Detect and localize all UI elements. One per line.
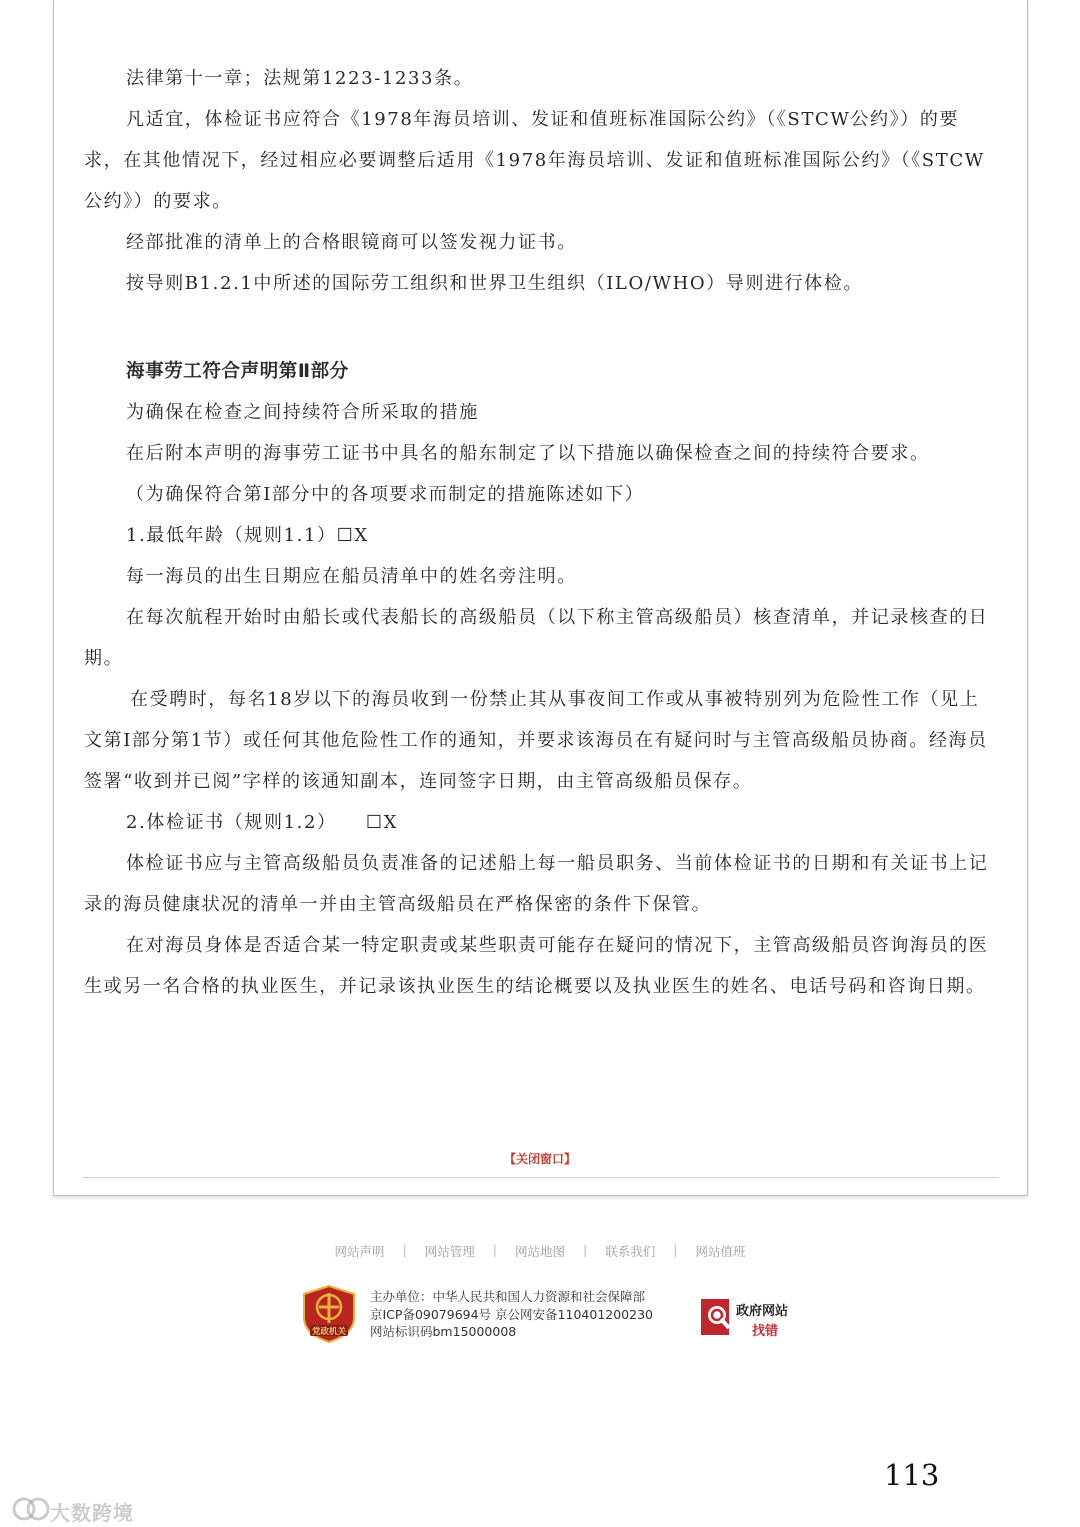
sponsor-text: 主办单位：中华人民共和国人力资源和社会保障部: [370, 1289, 646, 1304]
section-title: 海事劳工符合声明第Ⅱ部分: [126, 361, 349, 382]
footer-link-duty[interactable]: 网站值班: [695, 1244, 746, 1259]
footer-link-contact[interactable]: 联系我们: [605, 1244, 656, 1259]
footer-link-sitemap[interactable]: 网站地图: [514, 1244, 565, 1259]
paragraph: 在每次航程开始时由船长或代表船长的高级船员（以下称主管高级船员）核查清单，并记录核查的日期。: [84, 607, 989, 669]
paragraph: 在受聘时，每名18岁以下的海员收到一份禁止其从事夜间工作或从事被特别列为危险性工作（见上文第Ⅰ部分第1节）或任何其他危险性工作的通知，并要求该海员在有疑问时与主管高级船员协商。经海员签署“收到并已阅”字样的该通知副本，连同签字日期，由主管高级船员保存。: [84, 689, 988, 792]
checklist-item-medical-cert: 2.体检证书（规则1.2） ☐X: [126, 812, 399, 833]
paragraph: 每一海员的出生日期应在船员清单中的姓名旁注明。: [126, 566, 577, 587]
svg-text:党政机关: 党政机关: [311, 1327, 347, 1337]
divider: [83, 1177, 999, 1178]
gov-error-title[interactable]: 政府网站: [736, 1304, 789, 1319]
paragraph: 按导则B1.2.1中所述的国际劳工组织和世界卫生组织（ILO/WHO）导则进行体检。: [126, 273, 864, 294]
page-number: 113: [884, 1458, 940, 1492]
separator: |: [402, 1242, 407, 1257]
paragraph: 在对海员身体是否适合某一特定职责或某些职责可能存在疑问的情况下，主管高级船员咨询海员的医生或另一名合格的执业医生，并记录该执业医生的结论概要以及执业医生的姓名、电话号码和咨询日期。: [84, 935, 989, 997]
footer-nav: [0, 1242, 1080, 1260]
paragraph: 法律第十一章；法规第1223-1233条。: [126, 68, 474, 89]
document-body: [84, 58, 989, 1007]
paragraph: 体检证书应与主管高级船员负责准备的记述船上每一船员职务、当前体检证书的日期和有关证书上记录的海员健康状况的清单一并由主管高级船员在严格保密的条件下保管。: [84, 853, 989, 915]
site-id-text: 网站标识码bm15000008: [370, 1324, 517, 1339]
gov-error-subtitle[interactable]: 找错: [752, 1324, 779, 1339]
paragraph: 凡适宜，体检证书应符合《1978年海员培训、发证和值班标准国际公约》（《STCW公约》）的要求，在其他情况下，经过相应必要调整后适用《1978年海员培训、发证和值班标准国际公约》（《STCW公约》）的要求。: [84, 109, 985, 212]
footer-link-management[interactable]: 网站管理: [424, 1244, 475, 1259]
paragraph: （为确保符合第Ⅰ部分中的各项要求而制定的措施陈述如下）: [126, 484, 645, 505]
party-government-badge-icon[interactable]: [301, 1285, 357, 1343]
close-window-label[interactable]: 【关闭窗口】: [503, 1152, 576, 1166]
paragraph: 为确保在检查之间持续符合所采取的措施: [126, 402, 479, 423]
watermark-text: 大数跨境: [50, 1501, 134, 1525]
separator: |: [673, 1242, 678, 1257]
org-info: [370, 1288, 653, 1341]
checklist-item-min-age: 1.最低年龄（规则1.1）☐X: [126, 525, 369, 546]
paragraph: 在后附本声明的海事劳工证书中具名的船东制定了以下措施以确保检查之间的持续符合要求。: [126, 443, 930, 464]
close-window-link[interactable]: [0, 1150, 1080, 1167]
separator: |: [492, 1242, 497, 1257]
separator: |: [583, 1242, 588, 1257]
footer-link-statement[interactable]: 网站声明: [334, 1244, 385, 1259]
paragraph: 经部批准的清单上的合格眼镜商可以签发视力证书。: [126, 232, 577, 253]
icp-text[interactable]: 京ICP备09079694号 京公网安备110401200230: [370, 1306, 653, 1322]
